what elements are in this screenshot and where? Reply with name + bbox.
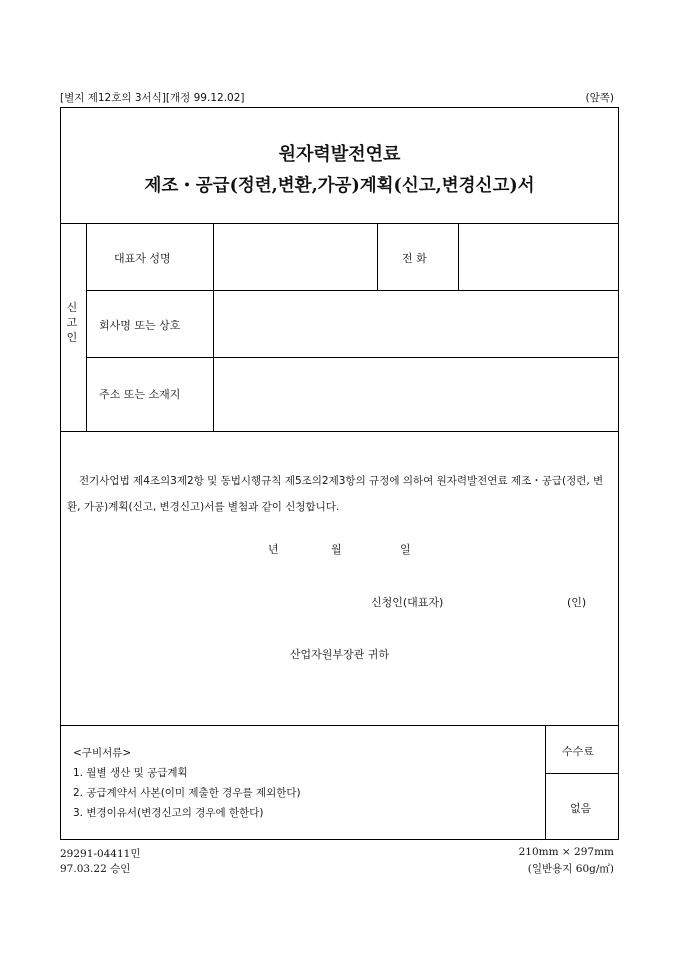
divider (86, 223, 87, 431)
seal-mark: (인) (567, 596, 587, 609)
divider (86, 290, 618, 291)
form-id: [별지 제12호의 3서식][개정 99.12.02] (60, 92, 245, 104)
divider (377, 223, 378, 290)
divider (458, 223, 459, 290)
date-year-label: 년 (268, 543, 279, 556)
divider (545, 773, 618, 774)
paper-size: 210mm × 297mm (518, 846, 614, 858)
form-title-line1: 원자력발전연료 (278, 144, 401, 165)
divider (61, 725, 618, 726)
address-label: 주소 또는 소재지 (99, 388, 181, 401)
divider (545, 725, 546, 839)
fee-value: 없음 (570, 802, 592, 815)
form-title-line2: 제조・공급(정련,변환,가공)계획(신고,변경신고)서 (144, 176, 535, 196)
recipient: 산업자원부장관 귀하 (289, 648, 390, 661)
divider (61, 431, 618, 432)
fee-label: 수수료 (562, 745, 594, 758)
divider (86, 357, 618, 358)
divider (61, 223, 618, 224)
form-code: 29291-04411민 (60, 848, 141, 860)
requirement-item: 1. 월별 생산 및 공급계획 (73, 767, 188, 779)
date-month-label: 월 (331, 543, 342, 556)
company-label: 회사명 또는 상호 (99, 319, 181, 332)
approval-date: 97.03.22 승인 (60, 863, 131, 875)
rep-name-label: 대표자 성명 (114, 252, 171, 265)
date-day-label: 일 (400, 543, 411, 556)
declaration-text: 전기사업법 제4조의3제2항 및 동법시행규칙 제5조의2제3항의 규정에 의하여 원자력발전연료 제조・공급(정련, 변환, 가공)계획(신고, 변경신고)서를 별첨과 같이 신청합니다. (67, 475, 604, 513)
requirement-item: 2. 공급계약서 사본(이미 제출한 경우를 제외한다) (73, 787, 301, 799)
phone-label: 전 화 (402, 252, 427, 265)
paper-type: (일반용지 60g/㎡) (527, 863, 614, 875)
divider (213, 223, 214, 431)
requirement-item: 3. 변경이유서(변경신고의 경우에 한한다) (73, 807, 264, 819)
section-label-applicant: 신 고 인 (66, 301, 78, 344)
page-side: (앞쪽) (585, 92, 614, 104)
requirements-heading: <구비서류> (73, 747, 132, 759)
form-frame (60, 107, 619, 840)
applicant-signature-label: 신청인(대표자) (371, 596, 444, 609)
